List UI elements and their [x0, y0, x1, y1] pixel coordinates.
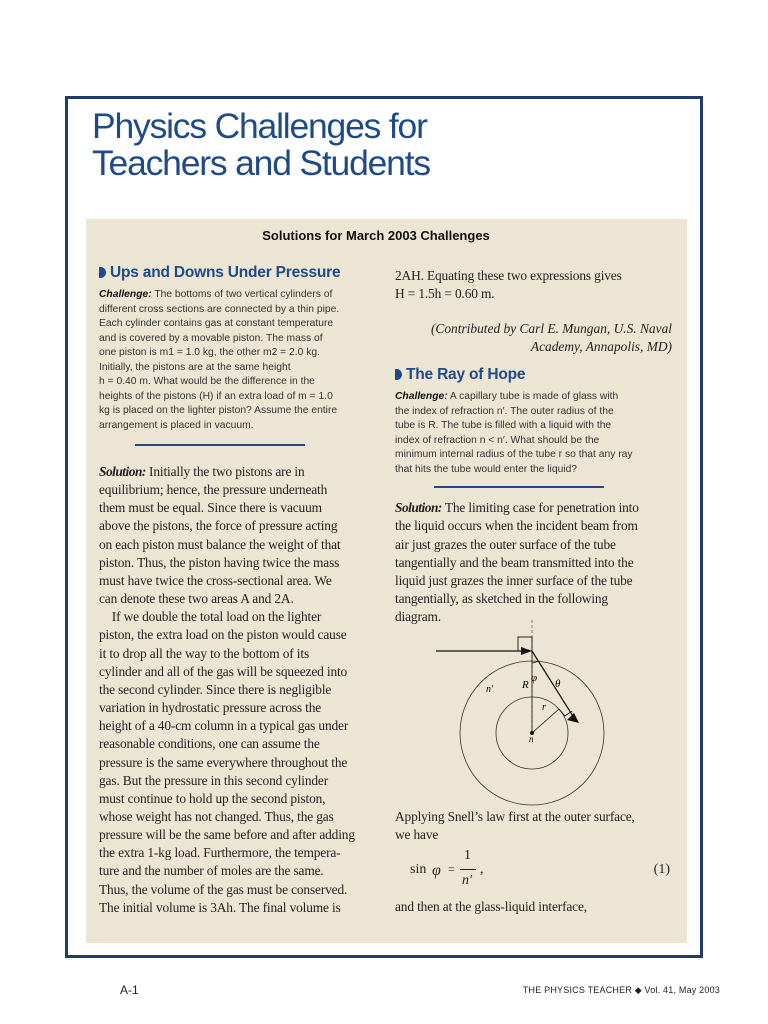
continuation-line: 2AH. Equating these two expressions gives	[395, 268, 622, 283]
eq-numerator: 1	[464, 848, 471, 863]
challenge-line: and is covered by a movable piston. The mass of	[99, 332, 323, 344]
contributor-credit	[395, 320, 672, 356]
solution-line: Initially the two pistons are in	[145, 464, 305, 479]
snell-intro	[395, 808, 672, 844]
solution-line: The limiting case for penetration into	[441, 500, 639, 516]
right-column	[395, 267, 672, 626]
solution-line: equilibrium; hence, the pressure underneath	[99, 482, 328, 498]
challenge-line: Initially, the pistons are at the same height	[99, 361, 291, 373]
label-phi: φ	[531, 672, 538, 684]
eq-number: (1)	[653, 862, 670, 877]
tangent-mark	[559, 709, 572, 716]
title-line-1: Physics Challenges for	[92, 106, 427, 146]
challenge-line: minimum internal radius of the tube r so that any ray	[395, 449, 633, 461]
solution-line: ture and the number of moles are the same.	[99, 863, 324, 879]
label-theta: θ	[555, 678, 561, 690]
continuation-line: H = 1.5h = 0.60 m.	[395, 286, 495, 302]
problem2-challenge	[395, 390, 672, 477]
eq-sin: sin	[410, 862, 427, 877]
body-line: we have	[395, 827, 439, 843]
solutions-subheading: Solutions for March 2003 Challenges	[262, 228, 490, 243]
eq-comma: ,	[480, 862, 484, 877]
solution-line: piston. Thus, the piston having twice the mass	[99, 554, 340, 570]
challenge-line: kg is placed on the lighter piston? Assume the entire	[99, 405, 338, 416]
solution-line: height of a 40-cm column in a typical gas under	[99, 718, 349, 734]
challenge-line: index of refraction n < n′. What should be the	[395, 434, 600, 446]
problem1-challenge	[99, 288, 375, 433]
solution-line: the liquid occurs when the incident beam from	[395, 518, 638, 534]
equation-1	[410, 848, 674, 892]
body-line: Applying Snell’s law first at the outer surface,	[395, 809, 635, 824]
challenge-label: Challenge:	[395, 391, 448, 403]
solution-line: air just grazes the outer surface of the tube	[395, 536, 616, 552]
page-title	[92, 108, 430, 182]
challenge-line: tube is R. The tube is filled with a liquid with the	[395, 420, 612, 432]
eq-fraction-bar	[460, 869, 476, 870]
solution-line: The initial volume is 3Ah. The final volume is	[99, 899, 341, 915]
solution-line: gas. But the pressure in this second cylinder	[99, 772, 329, 788]
solution-line: must continue to hold up the second piston,	[99, 790, 326, 806]
diamond-icon: ◆	[634, 985, 642, 995]
eq-equals: =	[448, 862, 455, 876]
refraction-diagram	[436, 620, 636, 810]
left-column	[99, 264, 375, 917]
solution-label: Solution:	[99, 464, 146, 479]
refracted-arrow-icon	[567, 713, 579, 723]
solution-line: piston, the extra load on the piston would cause	[99, 627, 347, 643]
problem1-solution	[99, 463, 375, 917]
solution-line: tangentially and the beam transmitted into the	[395, 554, 634, 570]
solution-line: tangentially, as sketched in the following	[395, 591, 608, 607]
section-divider	[434, 486, 604, 488]
challenge-line: arrangement is placed in vacuum.	[99, 419, 254, 431]
title-line-2: Teachers and Students	[92, 143, 430, 183]
challenge-label: Challenge:	[99, 289, 152, 300]
solution-line: If we double the total load on the lighter	[99, 609, 322, 625]
eq-phi: φ	[432, 862, 441, 879]
solution-line: on each piston must balance the weight of that	[99, 536, 341, 552]
bullet-icon	[395, 369, 402, 380]
journal-name: THE PHYSICS TEACHER	[522, 985, 633, 995]
problem1-heading: Ups and Downs Under Pressure	[99, 264, 375, 282]
solution-line: pressure will be the same before and after adding	[99, 827, 355, 843]
challenge-line: different cross sections are connected by a thin pipe.	[99, 303, 340, 315]
challenge-line: The bottoms of two vertical cylinders of	[154, 289, 333, 300]
solution-line: them must be equal. Since there is vacuum	[99, 500, 322, 516]
challenge-line: h = 0.40 m. What would be the difference in the	[99, 376, 315, 387]
solution-line: must have twice the cross-sectional area. We	[99, 572, 332, 588]
section-divider	[135, 444, 305, 446]
solution-line: whose weight has not changed. Thus, the gas	[99, 808, 334, 824]
final-line: and then at the glass-liquid interface,	[395, 899, 587, 914]
challenge-line: heights of the pistons (H) if an extra load of m = 1.0	[99, 390, 333, 402]
solution-line: the second cylinder. Since there is negligible	[99, 681, 332, 697]
solution-line: it to drop all the way to the bottom of its	[99, 645, 310, 661]
contributor-line: (Contributed by Carl E. Mungan, U.S. Naval	[430, 321, 672, 337]
label-n-prime: n'	[486, 684, 494, 695]
problem2-heading: The Ray of Hope	[395, 366, 672, 384]
solution-line: reasonable conditions, one can assume the	[99, 736, 320, 752]
page-number: A-1	[120, 983, 139, 997]
bullet-icon	[99, 267, 106, 278]
journal-issue: Vol. 41, May 2003	[644, 985, 720, 995]
challenge-line: the index of refraction n′. The outer radius of the	[395, 405, 614, 417]
solution-line: cylinder and all of the gas will be squeezed into	[99, 663, 348, 679]
eq-denominator: n′	[462, 873, 473, 888]
problem1-continuation	[395, 267, 672, 303]
solution-line: Thus, the volume of the gas must be conserved.	[99, 881, 348, 897]
journal-footer	[380, 985, 720, 996]
label-R: R	[522, 679, 529, 691]
solution-line: can denote these two areas A and 2A.	[99, 591, 294, 607]
solution-line: liquid just grazes the inner surface of the tube	[395, 572, 633, 588]
challenge-line: that hits the tube would enter the liquid?	[395, 463, 578, 475]
challenge-line: A capillary tube is made of glass with	[447, 391, 619, 403]
solution-line: the extra 1-kg load. Furthermore, the tempera-	[99, 845, 341, 861]
refracted-ray	[532, 651, 576, 721]
solution-line: variation in hydrostatic pressure across the	[99, 700, 322, 716]
challenge-line: Each cylinder contains gas at constant temperature	[99, 318, 334, 329]
solution-line: above the pistons, the force of pressure acting	[99, 518, 338, 534]
solution-label: Solution:	[395, 500, 442, 516]
contributor-line: Academy, Annapolis, MD)	[530, 339, 672, 355]
solution-line: diagram.	[395, 609, 442, 625]
solution-line: pressure is the same everywhere throughout the	[99, 754, 348, 770]
label-r: r	[542, 702, 546, 713]
label-n: n	[529, 734, 534, 744]
problem2-solution	[395, 499, 672, 626]
challenge-line: one piston is m1 = 1.0 kg, the other m2 = 2.0 kg.	[99, 347, 320, 358]
